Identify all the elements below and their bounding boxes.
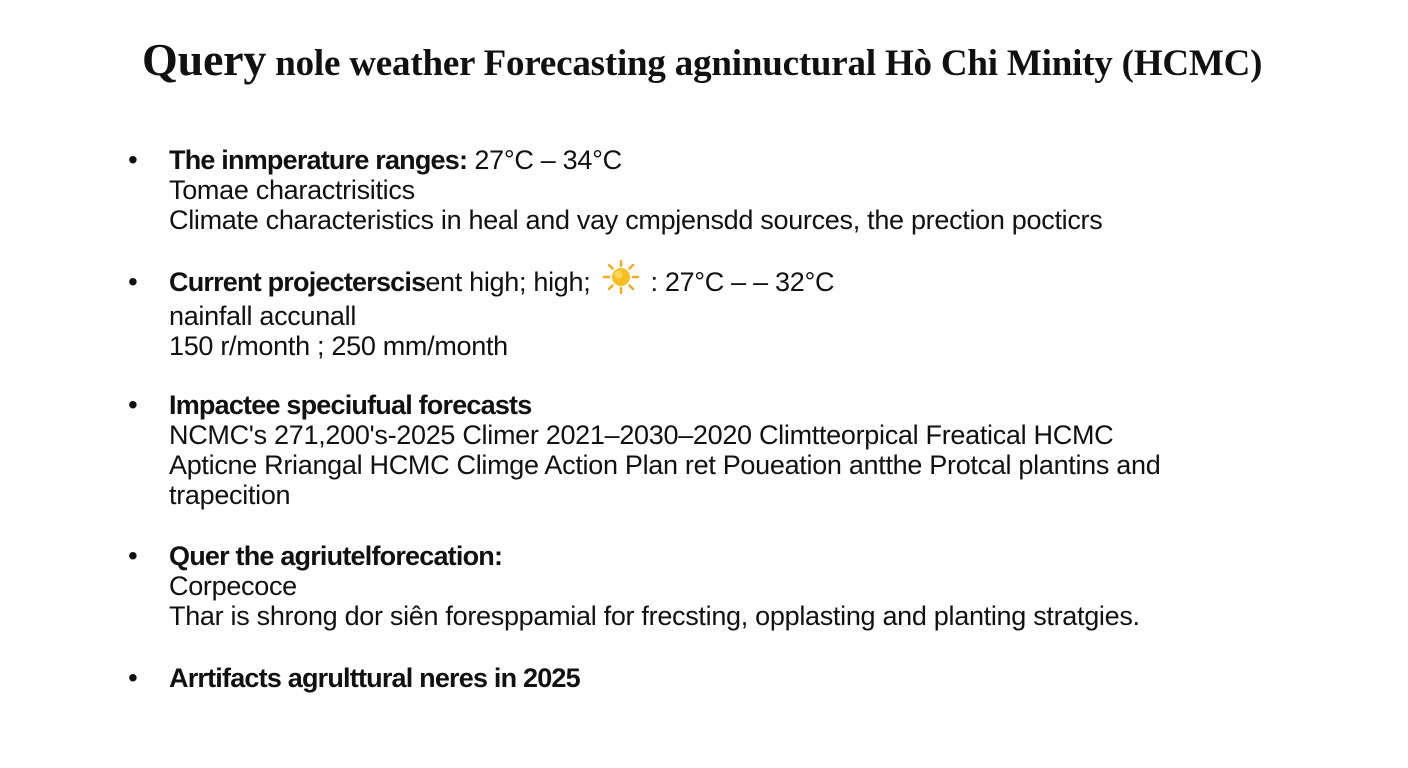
item-body: [169, 541, 1329, 631]
bullet-marker: •: [128, 144, 138, 175]
item-line: NCMC's 271,200's-2025 Climer 2021–2030–2020 Climtteorpical Freatical HCMC: [169, 420, 1114, 450]
item-heading-line: [169, 145, 1329, 175]
item-body: [169, 145, 1329, 235]
item-heading-line: [169, 267, 1329, 301]
item-line: Tomae charactrisitics: [169, 175, 415, 205]
item-line: Climate characteristics in heal and vay cmpjensdd sources, the prection pocticrs: [169, 205, 1103, 235]
page-title: [142, 34, 1262, 90]
item-heading: Impactee speciufual forecasts: [169, 390, 532, 420]
title-rest: nole weather Forecasting agninuctural Hò Chi Minity (HCMC): [266, 43, 1263, 84]
item-line: Apticne Rriangal HCMC Climge Action Plan ret Poueation antthe Protcal plantins and: [169, 450, 1161, 480]
item-heading: Quer the agriutelforecation:: [169, 541, 503, 571]
item-line: trapecition: [169, 480, 291, 510]
item-line: nainfall accunall: [169, 301, 357, 331]
item-heading-line: [169, 541, 1329, 571]
bullet-marker: •: [128, 266, 138, 297]
item-line: Corpecoce: [169, 571, 297, 601]
item-heading: The inmperature ranges:: [169, 145, 468, 175]
item-heading: Arrtifacts agrulttural neres in 2025: [169, 663, 580, 693]
bullet-marker: •: [128, 389, 138, 420]
item-line: Thar is shrong dor siên foresppamial for frecsting, opplasting and planting stratgies.: [169, 601, 1140, 631]
bullet-marker: •: [128, 540, 138, 571]
item-heading: Current projecterscis: [169, 267, 426, 298]
sun-icon: [600, 259, 642, 301]
bullet-marker: •: [128, 662, 138, 693]
item-line: 150 r/month ; 250 mm/month: [169, 331, 508, 361]
item-heading-value: ent high; high;: [425, 267, 591, 298]
item-heading-line: [169, 390, 1329, 420]
title-lead: Query: [142, 34, 267, 85]
item-heading-line: [169, 663, 1329, 693]
item-body: [169, 663, 1329, 693]
item-heading-value-2: : 27°C – – 32°C: [650, 267, 835, 298]
item-body: [169, 267, 1329, 361]
item-body: [169, 390, 1329, 510]
item-heading-value: 27°C – 34°C: [467, 145, 622, 175]
